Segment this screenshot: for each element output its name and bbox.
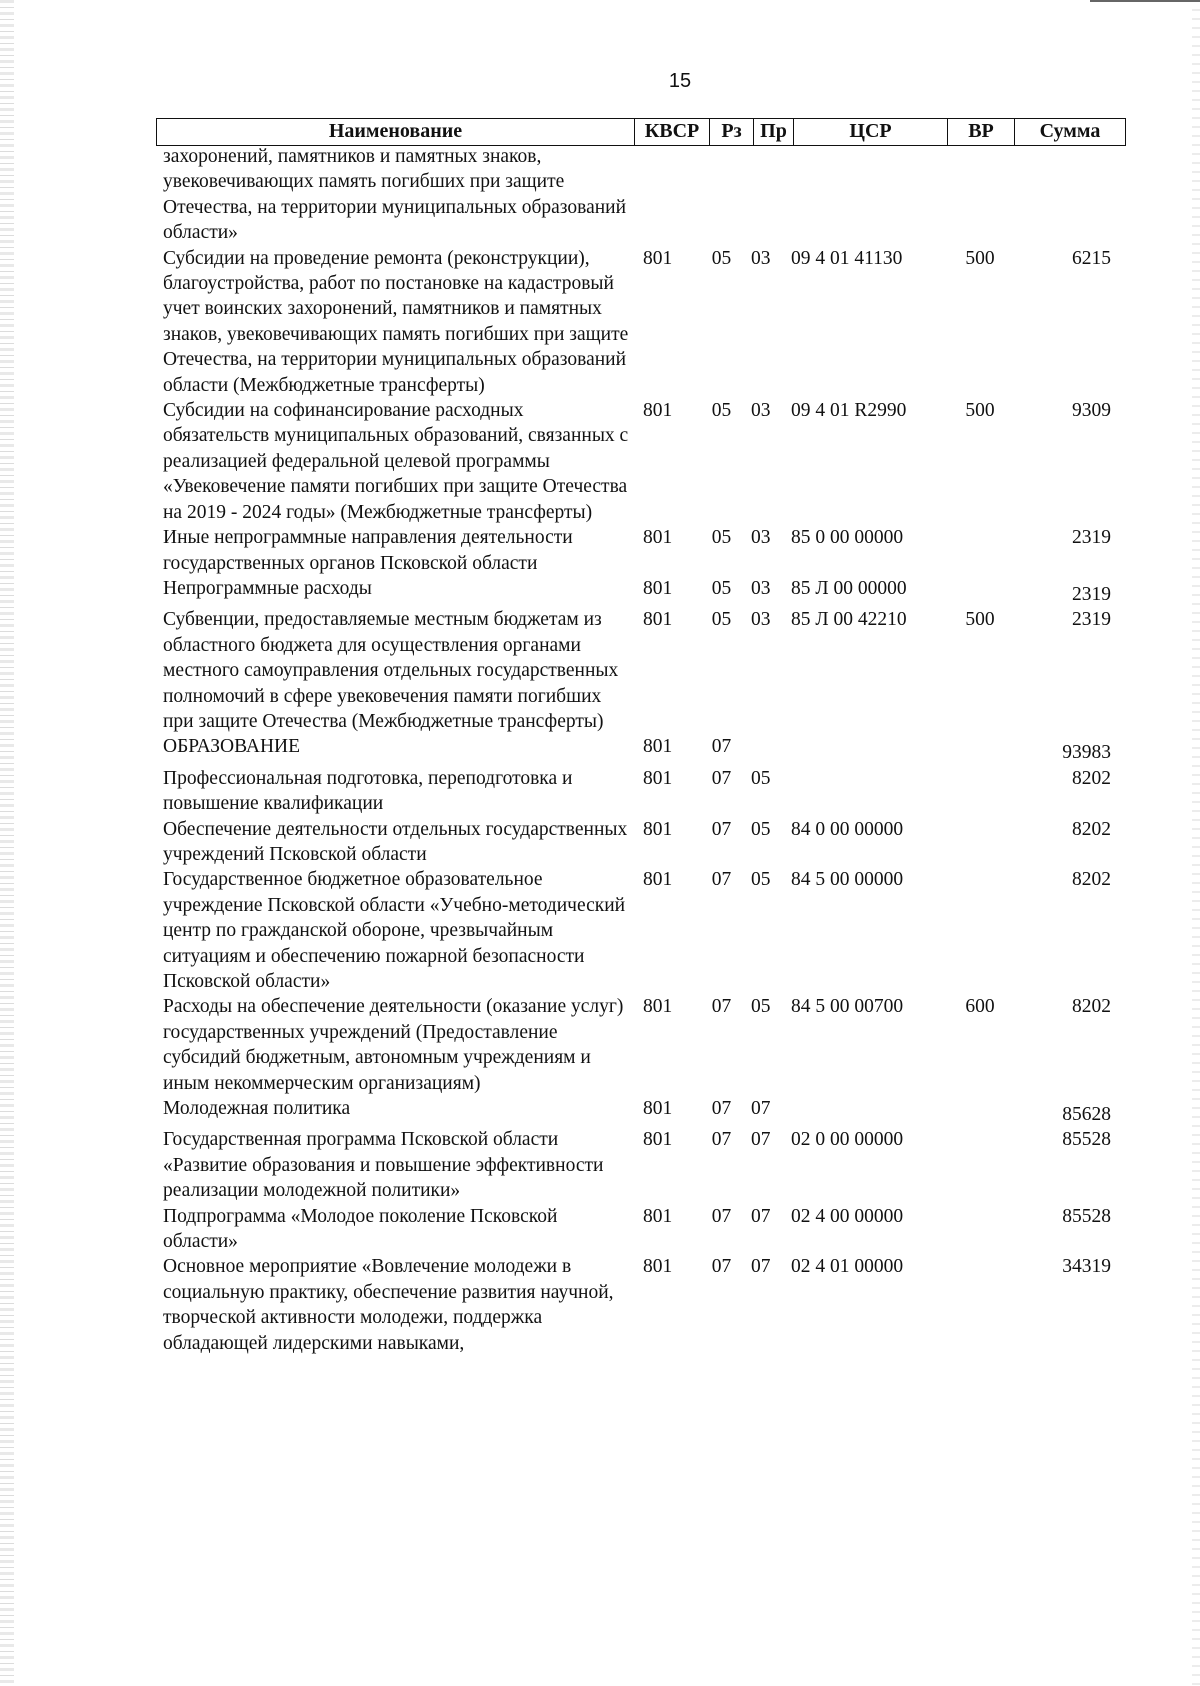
cell-name: Непрограммные расходы <box>163 577 372 599</box>
cell-name: Государственная программа Псковской области «Развитие образования и повышение эффективности реализации молодежной политики» <box>163 1129 604 1202</box>
table-row <box>163 734 1123 765</box>
header-kvsr: КВСР <box>635 119 710 145</box>
cell-csr <box>785 1096 945 1127</box>
table-row <box>163 246 1123 398</box>
cell-name: захоронений, памятников и памятных знаков, увековечивающих память погибших при защите Отечества, на территории муниципальных образований области» <box>163 146 627 244</box>
cell-pr: 07 <box>751 1205 771 1227</box>
cell-vr <box>945 734 1015 765</box>
cell-pr: 05 <box>751 996 771 1018</box>
cell-sum: 9309 <box>1072 400 1111 422</box>
table-row <box>163 994 1123 1096</box>
cell-pr: 03 <box>751 247 771 269</box>
table-body <box>163 144 1123 1356</box>
cell-rz: 07 <box>711 1098 732 1120</box>
cell-vr <box>945 867 1015 994</box>
table-row <box>163 144 1123 246</box>
cell-pr: 05 <box>751 869 771 891</box>
cell-csr: 02 4 00 00000 <box>791 1205 904 1227</box>
cell-csr <box>785 734 945 765</box>
cell-name: Подпрограмма «Молодое поколение Псковской области» <box>163 1205 558 1253</box>
cell-csr: 84 0 00 00000 <box>791 818 904 840</box>
cell-pr <box>749 734 785 765</box>
header-pr: Пр <box>754 119 794 145</box>
cell-name: Молодежная политика <box>163 1098 351 1120</box>
table-row <box>163 817 1123 868</box>
cell-rz: 07 <box>711 767 732 789</box>
cell-kvsr: 801 <box>643 609 673 631</box>
cell-rz: 05 <box>711 609 732 631</box>
cell-sum: 8202 <box>1072 767 1111 789</box>
cell-kvsr: 801 <box>643 996 673 1018</box>
cell-kvsr: 801 <box>643 577 673 599</box>
cell-csr: 85 Л 00 42210 <box>791 609 907 631</box>
cell-vr: 500 <box>965 609 995 631</box>
cell-rz: 05 <box>711 527 732 549</box>
table-row <box>163 525 1123 576</box>
cell-vr <box>945 1096 1015 1127</box>
cell-vr <box>945 766 1015 817</box>
table-row <box>163 576 1123 607</box>
cell-vr <box>945 1127 1015 1203</box>
cell-sum: 85528 <box>1062 1205 1111 1227</box>
cell-vr: 500 <box>965 400 995 422</box>
cell-rz: 07 <box>711 1205 732 1227</box>
cell-csr: 09 4 01 41130 <box>791 247 903 269</box>
cell-kvsr: 801 <box>643 736 673 758</box>
cell-sum: 2319 <box>1072 609 1111 631</box>
table-row <box>163 766 1123 817</box>
cell-name: Иные непрограммные направления деятельности государственных органов Псковской области <box>163 527 573 574</box>
cell-kvsr: 801 <box>643 1129 673 1151</box>
cell-name: Субвенции, предоставляемые местным бюджетам из областного бюджета для осуществления органами местного самоуправления отдельных государственных полномочий в сфере увековечения памяти погибших при защите Отечества (Межбюджетные трансферты) <box>163 609 619 732</box>
scan-edge-left <box>0 0 14 1686</box>
cell-sum: 8202 <box>1072 996 1111 1018</box>
cell-kvsr: 801 <box>643 818 673 840</box>
cell-sum: 2319 <box>1072 527 1111 549</box>
cell-kvsr: 801 <box>643 1098 673 1120</box>
cell-rz: 05 <box>711 577 732 599</box>
cell-sum: 8202 <box>1072 869 1111 891</box>
cell-csr: 02 0 00 00000 <box>791 1129 904 1151</box>
cell-name: Субсидии на софинансирование расходных обязательств муниципальных образований, связанных с реализацией федеральной целевой программы «Увековечение памяти погибших при защите Отечества на 2019 - 2024 годы» (Межбюджетные трансферты) <box>163 400 629 523</box>
cell-rz: 07 <box>711 1129 732 1151</box>
cell-pr: 03 <box>751 400 771 422</box>
cell-kvsr: 801 <box>643 527 673 549</box>
cell-kvsr: 801 <box>643 1205 673 1227</box>
header-rz: Рз <box>710 119 754 145</box>
cell-sum: 34319 <box>1062 1256 1111 1278</box>
table-row <box>163 1127 1123 1203</box>
cell-pr: 05 <box>751 818 771 840</box>
cell-rz <box>694 144 749 246</box>
scan-edge-right <box>1192 0 1200 1686</box>
cell-pr: 05 <box>751 767 771 789</box>
table-row <box>163 1096 1123 1127</box>
cell-name: Обеспечение деятельности отдельных государственных учреждений Псковской области <box>163 818 628 865</box>
cell-csr: 09 4 01 R2990 <box>791 400 907 422</box>
table-row <box>163 1204 1123 1255</box>
cell-name: Государственное бюджетное образовательное учреждение Псковской области «Учебно-методический центр по гражданской обороне, чрезвычайным ситуациям и обеспечению пожарной безопасности Псковской области» <box>163 869 626 992</box>
cell-name: Субсидии на проведение ремонта (реконструкции), благоустройства, работ по постановке на кадастровый учет воинских захоронений, памятников и памятных знаков, увековечивающих память погибших при защите Отечества, на территории муниципальных образований области (Межбюджетные трансферты) <box>163 247 629 396</box>
cell-pr: 03 <box>751 577 771 599</box>
cell-vr <box>945 525 1015 576</box>
cell-csr <box>785 144 945 246</box>
table-header <box>156 118 1126 146</box>
cell-vr: 500 <box>965 247 995 269</box>
header-vr: ВР <box>948 119 1015 145</box>
cell-sum <box>1015 144 1123 246</box>
cell-name: ОБРАЗОВАНИЕ <box>163 736 301 758</box>
cell-vr <box>945 144 1015 246</box>
scan-top-rule <box>1090 0 1200 2</box>
cell-kvsr: 801 <box>643 1256 673 1278</box>
cell-kvsr: 801 <box>643 869 673 891</box>
cell-rz: 05 <box>711 400 732 422</box>
header-sum: Сумма <box>1039 120 1101 142</box>
cell-sum: 93983 <box>1062 742 1111 764</box>
cell-pr <box>749 144 785 246</box>
cell-name: Основное мероприятие «Вовлечение молодежи в социальную практику, обеспечение развития научной, творческой активности молодежи, поддержка обладающей лидерскими навыками, <box>163 1256 614 1354</box>
cell-vr <box>945 1254 1015 1356</box>
cell-pr: 07 <box>751 1129 771 1151</box>
cell-kvsr <box>634 144 694 246</box>
cell-sum: 6215 <box>1072 247 1111 269</box>
cell-rz: 07 <box>711 818 732 840</box>
cell-sum: 85628 <box>1062 1104 1111 1126</box>
cell-name: Профессиональная подготовка, переподготовка и повышение квалификации <box>163 767 573 815</box>
cell-pr: 03 <box>751 527 771 549</box>
header-name: Наименование <box>157 119 635 145</box>
cell-pr: 03 <box>751 609 771 631</box>
cell-rz: 07 <box>711 996 732 1018</box>
cell-kvsr: 801 <box>643 400 673 422</box>
table-row <box>163 607 1123 734</box>
cell-csr: 84 5 00 00700 <box>791 996 904 1018</box>
cell-csr: 84 5 00 00000 <box>791 869 904 891</box>
cell-vr <box>945 576 1015 607</box>
cell-name: Расходы на обеспечение деятельности (оказание услуг) государственных учреждений (Предоставление субсидий бюджетным, автономным учреждениям и иным некоммерческим организациям) <box>163 996 624 1094</box>
cell-rz: 05 <box>711 247 732 269</box>
cell-rz: 07 <box>711 736 732 758</box>
cell-pr: 07 <box>751 1098 771 1120</box>
cell-rz: 07 <box>711 1256 732 1278</box>
cell-vr <box>945 1204 1015 1255</box>
cell-csr: 02 4 01 00000 <box>791 1256 904 1278</box>
table-row <box>163 1254 1123 1356</box>
cell-pr: 07 <box>751 1256 771 1278</box>
cell-rz: 07 <box>711 869 732 891</box>
cell-csr <box>785 766 945 817</box>
cell-kvsr: 801 <box>643 247 673 269</box>
cell-kvsr: 801 <box>643 767 673 789</box>
cell-csr: 85 Л 00 00000 <box>791 577 907 599</box>
page-number: 15 <box>668 70 692 92</box>
cell-sum: 8202 <box>1072 818 1111 840</box>
cell-sum: 2319 <box>1072 583 1111 605</box>
cell-csr: 85 0 00 00000 <box>791 527 904 549</box>
table-row <box>163 867 1123 994</box>
cell-sum: 85528 <box>1062 1129 1111 1151</box>
table-row <box>163 398 1123 525</box>
header-csr: ЦСР <box>794 119 948 145</box>
cell-vr: 600 <box>965 996 995 1018</box>
cell-vr <box>945 817 1015 868</box>
